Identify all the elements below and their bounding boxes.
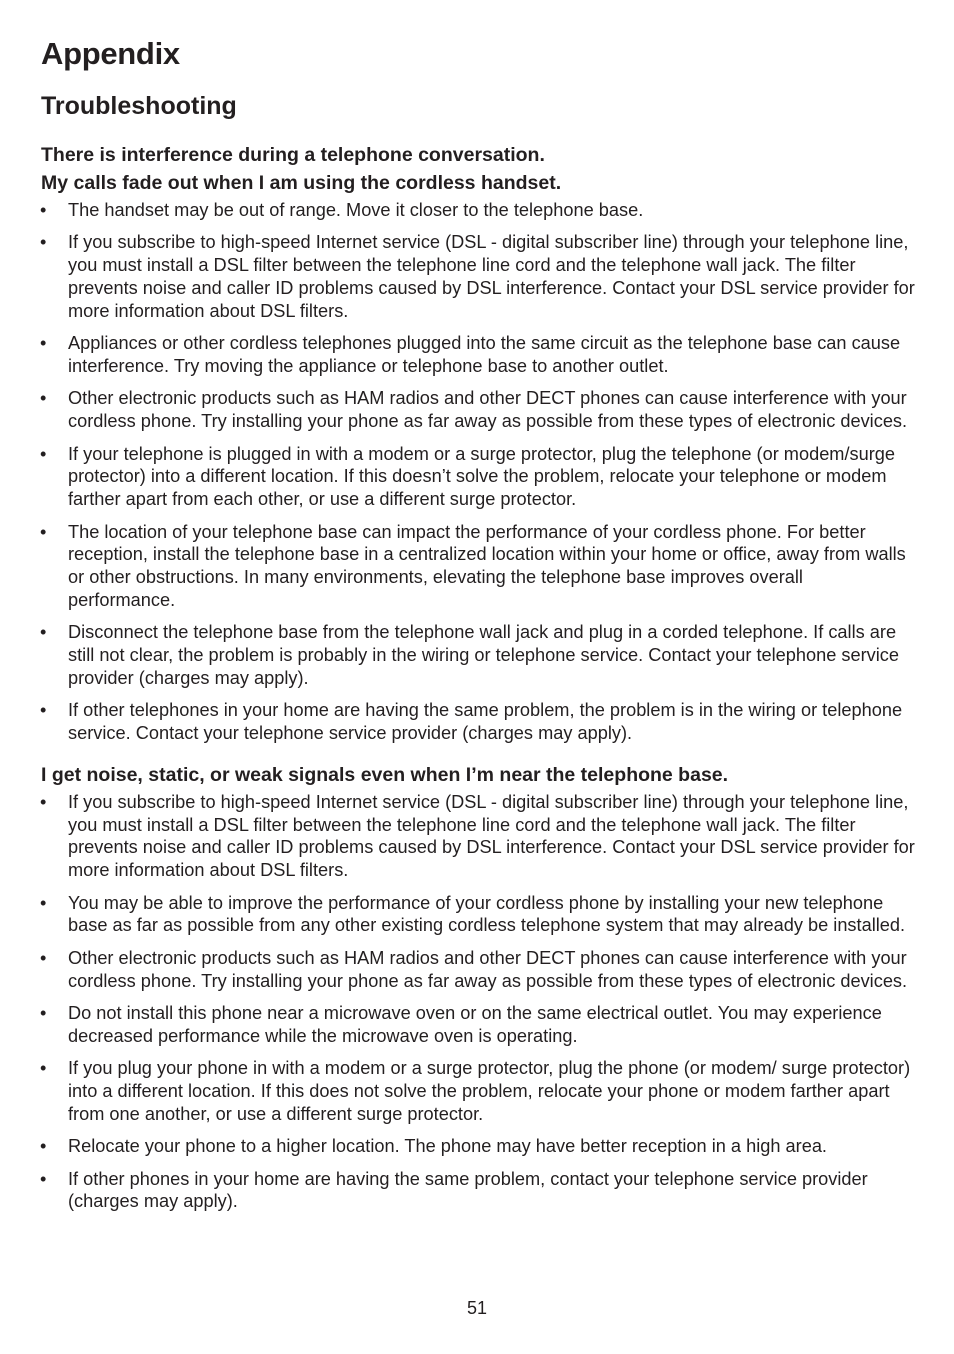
issue-heading-line: There is interference during a telephone conversation. — [41, 144, 545, 166]
issue-heading — [41, 761, 915, 789]
issue-heading-line: My calls fade out when I am using the cordless handset. — [41, 172, 562, 194]
bullet-icon: • — [40, 1058, 47, 1079]
list-item — [41, 1057, 915, 1125]
bullet-icon: • — [40, 791, 47, 812]
bullet-icon: • — [40, 622, 47, 643]
bullet-icon: • — [40, 443, 47, 464]
section-title: Troubleshooting — [41, 92, 237, 120]
list-item — [41, 521, 915, 612]
list-item-text: If you subscribe to high-speed Internet service (DSL - digital subscriber line) through your telephone line, you must install a DSL filter between the telephone line cord and the telephone wall jack. The filter prevents noise and caller ID problems caused by DSL interference. Contact your DSL service provider for more information about DSL filters. — [68, 791, 915, 881]
list-item-text: If your telephone is plugged in with a modem or a surge protector, plug the telephone (or modem/surge protector) into a different location. If this doesn’t solve the problem, relocate your telephone or modem farther apart from each other, or use a different surge protector. — [68, 443, 896, 510]
bullet-icon: • — [40, 1003, 47, 1024]
list-item-text: Appliances or other cordless telephones plugged into the same circuit as the telephone base can cause interference. Try moving the appliance or telephone base to another outlet. — [68, 333, 901, 376]
list-item-text: If you plug your phone in with a modem or a surge protector, plug the phone (or modem/ surge protector) into a different location. If this does not solve the problem, relocate your phone or modem farther apart from one another, or use a different surge protector. — [68, 1058, 911, 1124]
list-item — [41, 332, 915, 378]
issue-heading-line: I get noise, static, or weak signals even when I’m near the telephone base. — [41, 763, 729, 786]
solution-list — [41, 199, 915, 745]
issue-section-interference — [41, 141, 915, 745]
list-item — [41, 621, 915, 689]
bullet-icon: • — [40, 232, 47, 253]
troubleshooting-content — [41, 141, 915, 1223]
issue-heading — [41, 141, 915, 197]
bullet-icon: • — [40, 333, 47, 354]
solution-list — [41, 791, 915, 1213]
list-item — [41, 443, 915, 511]
list-item — [41, 699, 915, 745]
bullet-icon: • — [40, 521, 47, 542]
list-item — [41, 199, 915, 222]
list-item-text: Do not install this phone near a microwave oven or on the same electrical outlet. You may experience decreased performance while the microwave oven is operating. — [68, 1003, 882, 1046]
list-item — [41, 231, 915, 322]
list-item — [41, 947, 915, 993]
list-item-text: Other electronic products such as HAM radios and other DECT phones can cause interference with your cordless phone. Try installing your phone as far away as possible from these types of electronic devices. — [68, 947, 908, 991]
list-item — [41, 387, 915, 433]
list-item — [41, 1168, 915, 1214]
page-title: Appendix — [41, 36, 180, 71]
bullet-icon: • — [40, 1136, 47, 1157]
list-item-text: If you subscribe to high-speed Internet service (DSL - digital subscriber line) through your telephone line, you must install a DSL filter between the telephone line cord and the telephone wall jack. The filter prevents noise and caller ID problems caused by DSL interference. Contact your DSL service provider for more information about DSL filters. — [68, 232, 915, 321]
list-item-text: If other phones in your home are having the same problem, contact your telephone service provider (charges may apply). — [68, 1168, 868, 1212]
list-item-text: Relocate your phone to a higher location. The phone may have better reception in a high area. — [68, 1136, 827, 1157]
bullet-icon: • — [40, 1168, 47, 1189]
list-item-text: The handset may be out of range. Move it closer to the telephone base. — [68, 200, 644, 220]
list-item — [41, 791, 915, 882]
bullet-icon: • — [40, 388, 47, 409]
page-number: 51 — [466, 1298, 488, 1318]
list-item — [41, 1002, 915, 1048]
list-item-text: The location of your telephone base can impact the performance of your cordless phone. For better reception, install the telephone base in a centralized location within your home or office, away from walls or other obstructions. In many environments, elevating the telephone base improves overall performance. — [68, 521, 906, 610]
bullet-icon: • — [40, 892, 47, 913]
bullet-icon: • — [40, 200, 47, 220]
list-item-text: Other electronic products such as HAM radios and other DECT phones can cause interference with your cordless phone. Try installing your phone as far away as possible from these types of electronic devices. — [68, 388, 908, 432]
list-item-text: Disconnect the telephone base from the telephone wall jack and plug in a corded telephone. If calls are still not clear, the problem is probably in the wiring or telephone service. Contact your telephone service provider (charges may apply). — [68, 622, 900, 688]
list-item-text: You may be able to improve the performance of your cordless phone by installing your new telephone base as far as possible from any other existing cordless telephone system that may already be installed. — [68, 892, 906, 936]
issue-section-noise — [41, 761, 915, 1213]
list-item-text: If other telephones in your home are having the same problem, the problem is in the wiring or telephone service. Contact your telephone service provider (charges may apply). — [68, 700, 903, 744]
bullet-icon: • — [40, 700, 47, 721]
bullet-icon: • — [40, 947, 47, 968]
list-item — [41, 892, 915, 938]
list-item — [41, 1135, 915, 1158]
